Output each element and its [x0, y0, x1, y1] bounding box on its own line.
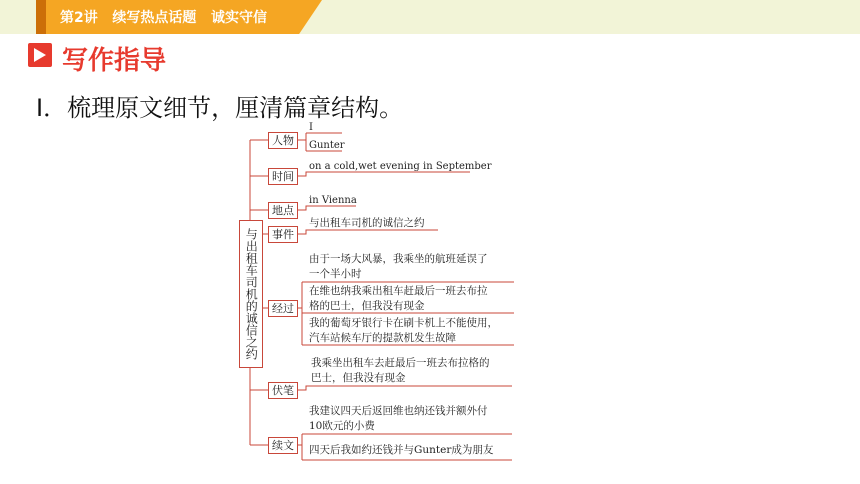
branch-people: 人物: [268, 132, 298, 149]
section-title: 写作指导: [62, 46, 167, 76]
branch-process: 经过: [268, 300, 298, 317]
branch-place: 地点: [268, 202, 298, 219]
leaf-continuation-2: 四天后我如约还钱并与Gunter成为朋友: [309, 444, 494, 456]
leaf-place: in Vienna: [309, 195, 357, 206]
leaf-people-1: I: [309, 122, 313, 133]
leaf-process-1: 由于一场大风暴，我乘坐的航班延误了 一个半小时: [309, 253, 488, 280]
leaf-process-2: 在维也纳我乘出租车赶最后一班去布拉 格的巴士，但我没有现金: [309, 285, 488, 312]
branch-time: 时间: [268, 168, 298, 185]
leaf-people-2: Gunter: [309, 140, 345, 151]
step-title: Ⅰ．梳理原文细节，厘清篇章结构。: [36, 94, 404, 122]
leaf-time: on a cold,wet evening in September: [309, 161, 492, 172]
leaf-foreshadow: 我乘坐出租车去赶最后一班去布拉格的 巴士，但我没有现金: [311, 357, 490, 384]
branch-event: 事件: [268, 226, 298, 243]
leaf-event: 与出租车司机的诚信之约: [309, 217, 425, 229]
lesson-title: 第2讲 续写热点话题 诚实守信: [60, 10, 267, 26]
branch-continuation: 续文: [268, 437, 298, 454]
mindmap-root: 与出租车司机的诚信之约: [239, 220, 263, 368]
leaf-process-3: 我的葡萄牙银行卡在刷卡机上不能使用， 汽车站候车厅的提款机发生故障: [309, 317, 498, 344]
leaf-continuation-1: 我建议四天后返回维也纳还钱并额外付 10欧元的小费: [309, 405, 488, 432]
branch-foreshadow: 伏笔: [268, 382, 298, 399]
